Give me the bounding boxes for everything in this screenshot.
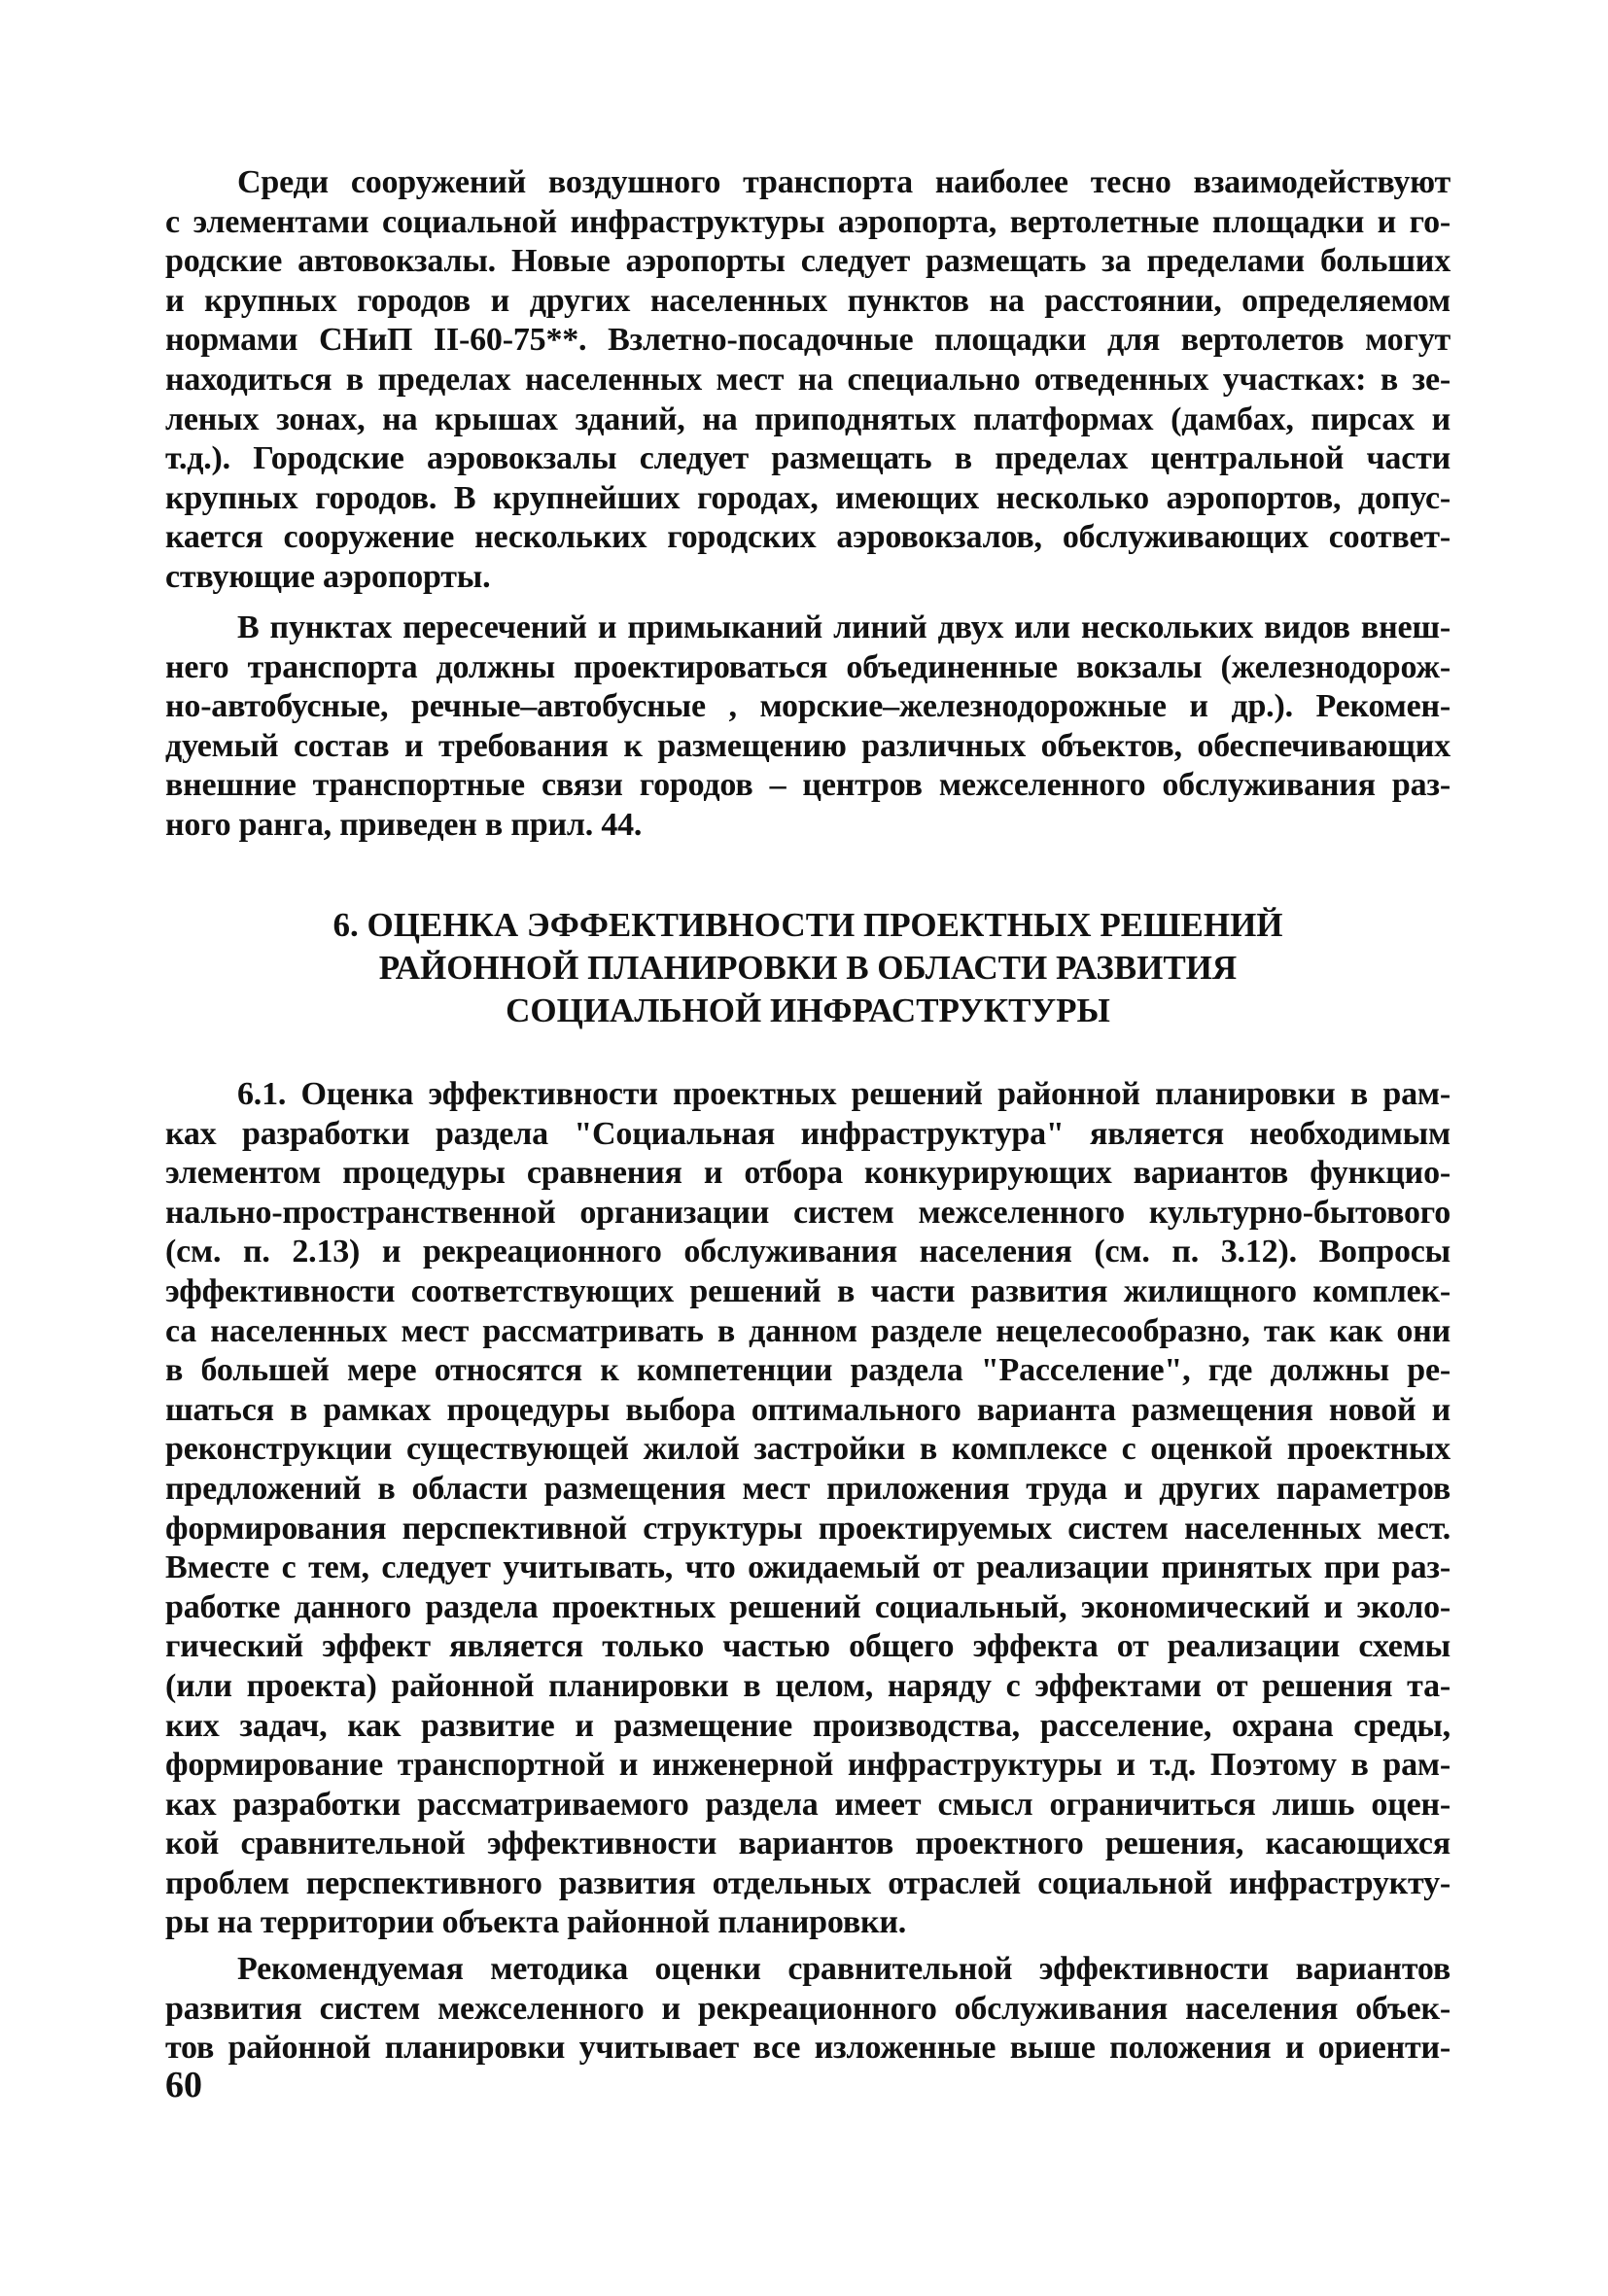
text-line: эффективности соответствующих решений в части развития жилищного комплек- bbox=[165, 1272, 1451, 1309]
text-line: Среди сооружений воздушного транспорта наиболее тесно взаимодействуют bbox=[237, 164, 1451, 200]
text-line: гический эффект является только частью общего эффекта от реализации схемы bbox=[165, 1628, 1451, 1665]
text-line: кой сравнительной эффективности вариантов проектного решения, касающихся bbox=[165, 1826, 1451, 1862]
text-line: ких задач, как развитие и размещение производства, расселение, охрана среды, bbox=[165, 1707, 1451, 1744]
text-line: тов районной планировки учитывает все изложенные выше положения и ориенти- bbox=[165, 2030, 1451, 2067]
text-line: реконструкции существующей жилой застройки в комплексе с оценкой проектных bbox=[165, 1431, 1451, 1468]
paragraph-methodology bbox=[165, 1950, 1451, 2069]
text-line: в большей мере относятся к компетенции раздела "Расселение", где должны ре- bbox=[165, 1352, 1451, 1389]
text-line: т.д.). Городские аэровокзалы следует размещать в пределах центральной части bbox=[165, 440, 1451, 477]
text-line: Вместе с тем, следует учитывать, что ожидаемый от реализации принятых при раз- bbox=[165, 1549, 1451, 1586]
text-line: развития систем межселенного и рекреационного обслуживания населения объек- bbox=[165, 1990, 1451, 2027]
text-line: (см. п. 2.13) и рекреационного обслуживания населения (см. п. 3.12). Вопросы bbox=[165, 1234, 1451, 1270]
text-line: леных зонах, на крышах зданий, на приподнятых платформах (дамбах, пирсах и bbox=[165, 400, 1451, 437]
heading-line-1: 6. ОЦЕНКА ЭФФЕКТИВНОСТИ ПРОЕКТНЫХ РЕШЕНИЙ bbox=[332, 906, 1283, 944]
paragraph-air-transport bbox=[165, 163, 1451, 598]
text-line: са населенных мест рассматривать в данном разделе нецелесообразно, так как они bbox=[165, 1312, 1451, 1349]
text-line: проблем перспективного развития отдельных отраслей социальной инфраструкту- bbox=[165, 1864, 1451, 1901]
text-line: (или проекта) районной планировки в целом, наряду с эффектами от решения та- bbox=[165, 1667, 1451, 1704]
text-line: 6.1. Оценка эффективности проектных решений районной планировки в рам- bbox=[237, 1076, 1451, 1112]
paragraph-combined-stations bbox=[165, 609, 1451, 846]
text-line: ры на территории объекта районной планировки. bbox=[165, 1904, 907, 1941]
text-line: предложений в области размещения мест приложения труда и других параметров bbox=[165, 1470, 1451, 1507]
text-line: нально-пространственной организации систем межселенного культурно-бытового bbox=[165, 1194, 1451, 1231]
text-line: формирование транспортной и инженерной инфраструктуры и т.д. Поэтому в рам- bbox=[165, 1747, 1451, 1784]
text-line: формирования перспективной структуры проектируемых систем населенных мест. bbox=[165, 1510, 1451, 1547]
page-number: 60 bbox=[165, 2065, 202, 2105]
text-line: работке данного раздела проектных решений социальный, экономический и эколо- bbox=[165, 1588, 1451, 1625]
heading-line-3: СОЦИАЛЬНОЙ ИНФРАСТРУКТУРЫ bbox=[506, 991, 1110, 1029]
text-line: него транспорта должны проектироваться объединенные вокзалы (железнодорож- bbox=[165, 648, 1451, 685]
text-line: с элементами социальной инфраструктуры аэропорта, вертолетные площадки и го- bbox=[165, 203, 1451, 240]
text-line: В пунктах пересечений и примыканий линий двух или нескольких видов внеш- bbox=[237, 609, 1451, 645]
text-line: и крупных городов и других населенных пунктов на расстоянии, определяемом bbox=[165, 282, 1451, 319]
text-line: внешние транспортные связи городов – центров межселенного обслуживания раз- bbox=[165, 767, 1451, 804]
text-line: находиться в пределах населенных мест на специально отведенных участках: в зе- bbox=[165, 361, 1451, 398]
text-line: нормами СНиП II-60-75**. Взлетно-посадочные площадки для вертолетов могут bbox=[165, 322, 1451, 359]
text-line: шаться в рамках процедуры выбора оптимального варианта размещения новой и bbox=[165, 1391, 1451, 1428]
text-line: ках разработки раздела "Социальная инфраструктура" является необходимым bbox=[165, 1115, 1451, 1152]
text-line: ствующие аэропорты. bbox=[165, 558, 491, 595]
text-line: Рекомендуемая методика оценки сравнительной эффективности вариантов bbox=[237, 1951, 1451, 1987]
text-line: дуемый состав и требования к размещению различных объектов, обеспечивающих bbox=[165, 727, 1451, 764]
paragraph-6-1 bbox=[165, 1075, 1451, 1943]
text-line: кается сооружение нескольких городских аэровокзалов, обслуживающих соответ- bbox=[165, 519, 1451, 556]
heading-line-2: РАЙОННОЙ ПЛАНИРОВКИ В ОБЛАСТИ РАЗВИТИЯ bbox=[378, 949, 1238, 987]
text-line: ного ранга, приведен в прил. 44. bbox=[165, 806, 643, 843]
text-line: ках разработки рассматриваемого раздела имеет смысл ограничиться лишь оцен- bbox=[165, 1786, 1451, 1823]
text-line: крупных городов. В крупнейших городах, имеющих несколько аэропортов, допус- bbox=[165, 479, 1451, 516]
text-line: но-автобусные, речные–автобусные , морские–железнодорожные и др.). Рекомен- bbox=[165, 688, 1451, 725]
text-line: элементом процедуры сравнения и отбора конкурирующих вариантов функцио- bbox=[165, 1155, 1451, 1192]
section-heading bbox=[165, 904, 1451, 1032]
text-line: родские автовокзалы. Новые аэропорты следует размещать за пределами больших bbox=[165, 243, 1451, 280]
